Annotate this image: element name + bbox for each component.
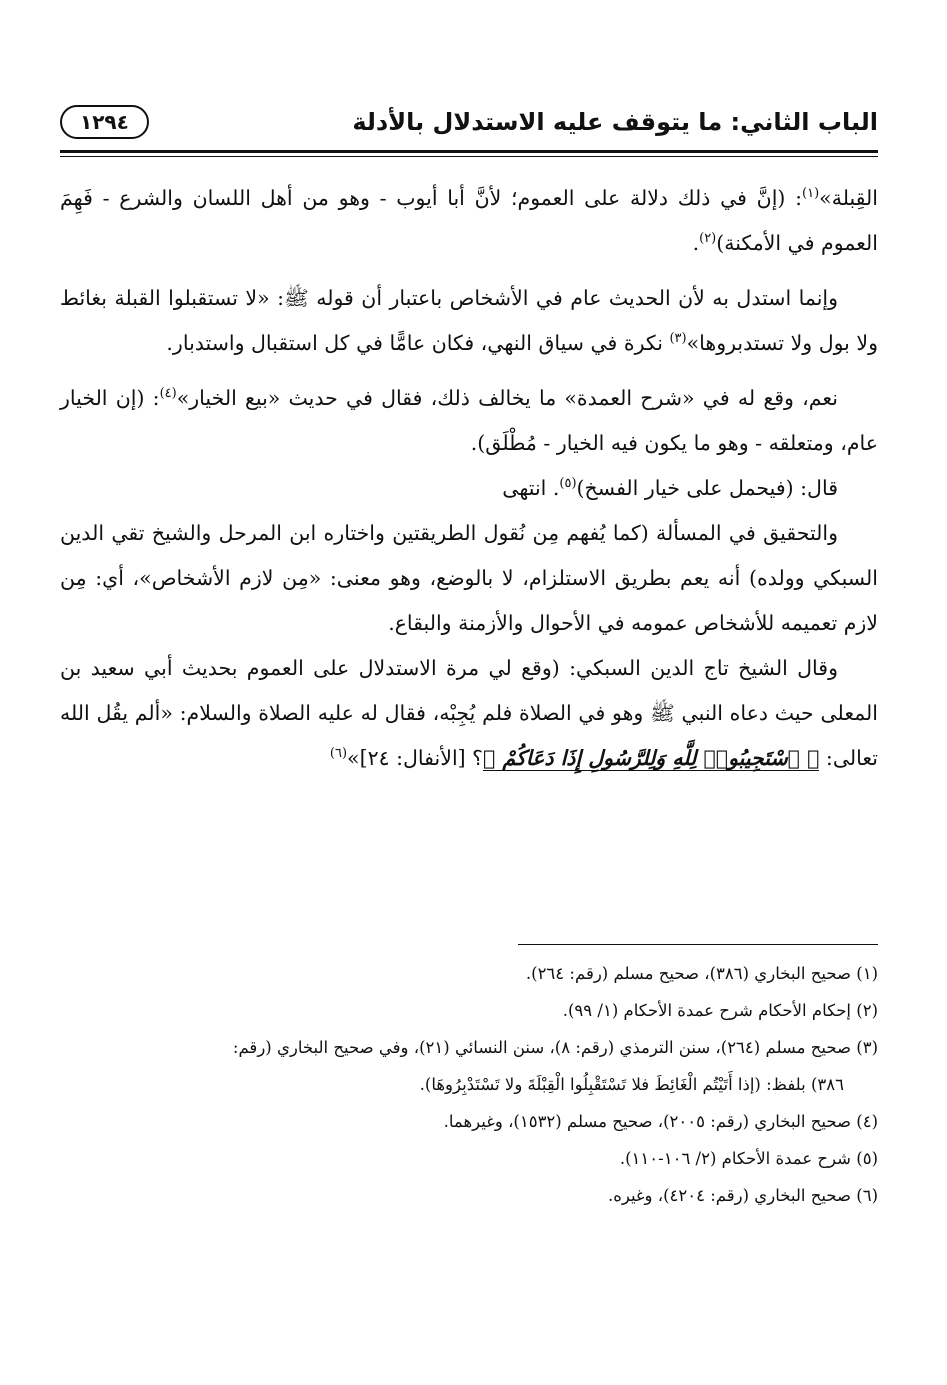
footnote-4: (٤) صحيح البخاري (رقم: ٢٠٠٥)، صحيح مسلم (١٥٣٢)، وغيرهما. bbox=[443, 1112, 878, 1131]
quran-verse: ﴿ ٱسْتَجِيبُوا۟ لِلَّهِ وَلِلرَّسُولِ إِذَا دَعَاكُمْ ﴾ bbox=[483, 746, 820, 770]
footnote-ref-1[interactable]: (١) bbox=[802, 186, 820, 202]
paragraph-4: قال: (فيحمل على خيار الفسخ)$^{(٥)}$. انتهى bbox=[502, 476, 838, 500]
paragraph-2: وإنما استدل به لأن الحديث عام في الأشخاص باعتبار أن قوله ﷺ: «لا تستقبلوا القبلة بغائط ولا بول ولا تستدبروها»$^{(٣)}$ نكرة في سياق النهي، فكان عامًّا في كل استقبال واستدبار. bbox=[60, 286, 878, 355]
footnote-ref-2[interactable]: (٢) bbox=[699, 231, 717, 247]
footnote-5: (٥) شرح عمدة الأحكام (٢/ ١٠٦-١١٠). bbox=[619, 1149, 878, 1168]
footnote-1: (١) صحيح البخاري (٣٨٦)، صحيح مسلم (رقم: ٢٦٤). bbox=[525, 964, 878, 983]
footnote-ref-3[interactable]: (٣) bbox=[669, 331, 687, 347]
footnote-separator bbox=[518, 944, 878, 945]
paragraph-5: والتحقيق في المسألة (كما يُفهم مِن نُقول الطريقتين واختاره ابن المرحل والشيخ تقي الدين السبكي وولده) أنه يعم بطريق الاستلزام، لا بالوضع، وهو معنى: «مِن لازم الأشخاص»، أي: مِن لازم تعميمه للأشخاص عمومه في الأحوال والأزمنة والبقاع. bbox=[60, 521, 878, 635]
footnote-ref-5[interactable]: (٥) bbox=[559, 476, 577, 492]
paragraph-6: وقال الشيخ تاج الدين السبكي: (وقع لي مرة الاستدلال على العموم بحديث أبي سعيد بن المعلى حيث دعاه النبي ﷺ وهو في الصلاة فلم يُجِبْه، فقال له عليه الصلاة والسلام: «ألم يقُل الله تعالى: ﴿ ٱسْتَجِيبُوا۟ لِلَّهِ وَلِلرَّسُولِ إِذَا دَعَاكُمْ ﴾؟ [الأنفال: ٢٤]»$^{(٦)}$ bbox=[60, 656, 878, 770]
header-rule bbox=[60, 150, 878, 153]
main-text bbox=[60, 176, 878, 781]
footnote-3-continued: ٣٨٦) بلفظ: (إذا أَتَيْتُم الْغَائِطَ فلا تَسْتَقْبِلُوا الْقِبْلَةَ ولا تَسْتَدْبِرُوهَا). bbox=[419, 1075, 844, 1094]
running-header bbox=[60, 100, 878, 144]
chapter-title: الباب الثاني: ما يتوقف عليه الاستدلال بالأدلة bbox=[352, 108, 878, 136]
footnotes bbox=[60, 955, 878, 1214]
paragraph-1: القِبلة»$^{(١)}$: (إنَّ في ذلك دلالة على العموم؛ لأنَّ أبا أيوب - وهو من أهل اللسان والشرع - فَهِمَ العموم في الأمكنة)$^{(٢)}$. bbox=[60, 186, 878, 255]
footnote-ref-6[interactable]: (٦) bbox=[329, 746, 348, 762]
footnote-6: (٦) صحيح البخاري (رقم: ٤٢٠٤)، وغيره. bbox=[607, 1186, 878, 1205]
footnote-3: (٣) صحيح مسلم (٢٦٤)، سنن الترمذي (رقم: ٨)، سنن النسائي (٢١)، وفي صحيح البخاري (رقم: bbox=[232, 1038, 878, 1057]
footnote-2: (٢) إحكام الأحكام شرح عمدة الأحكام (١/ ٩٩). bbox=[562, 1001, 878, 1020]
header-rule-thin bbox=[60, 156, 878, 157]
paragraph-3: نعم، وقع له في «شرح العمدة» ما يخالف ذلك، فقال في حديث «بيع الخيار»$^{(٤)}$: (إن الخيار عام، ومتعلقه - وهو ما يكون فيه الخيار - مُطْلَق). bbox=[60, 386, 878, 455]
page-number: ١٢٩٤ bbox=[60, 105, 149, 139]
footnote-ref-4[interactable]: (٤) bbox=[159, 386, 177, 402]
